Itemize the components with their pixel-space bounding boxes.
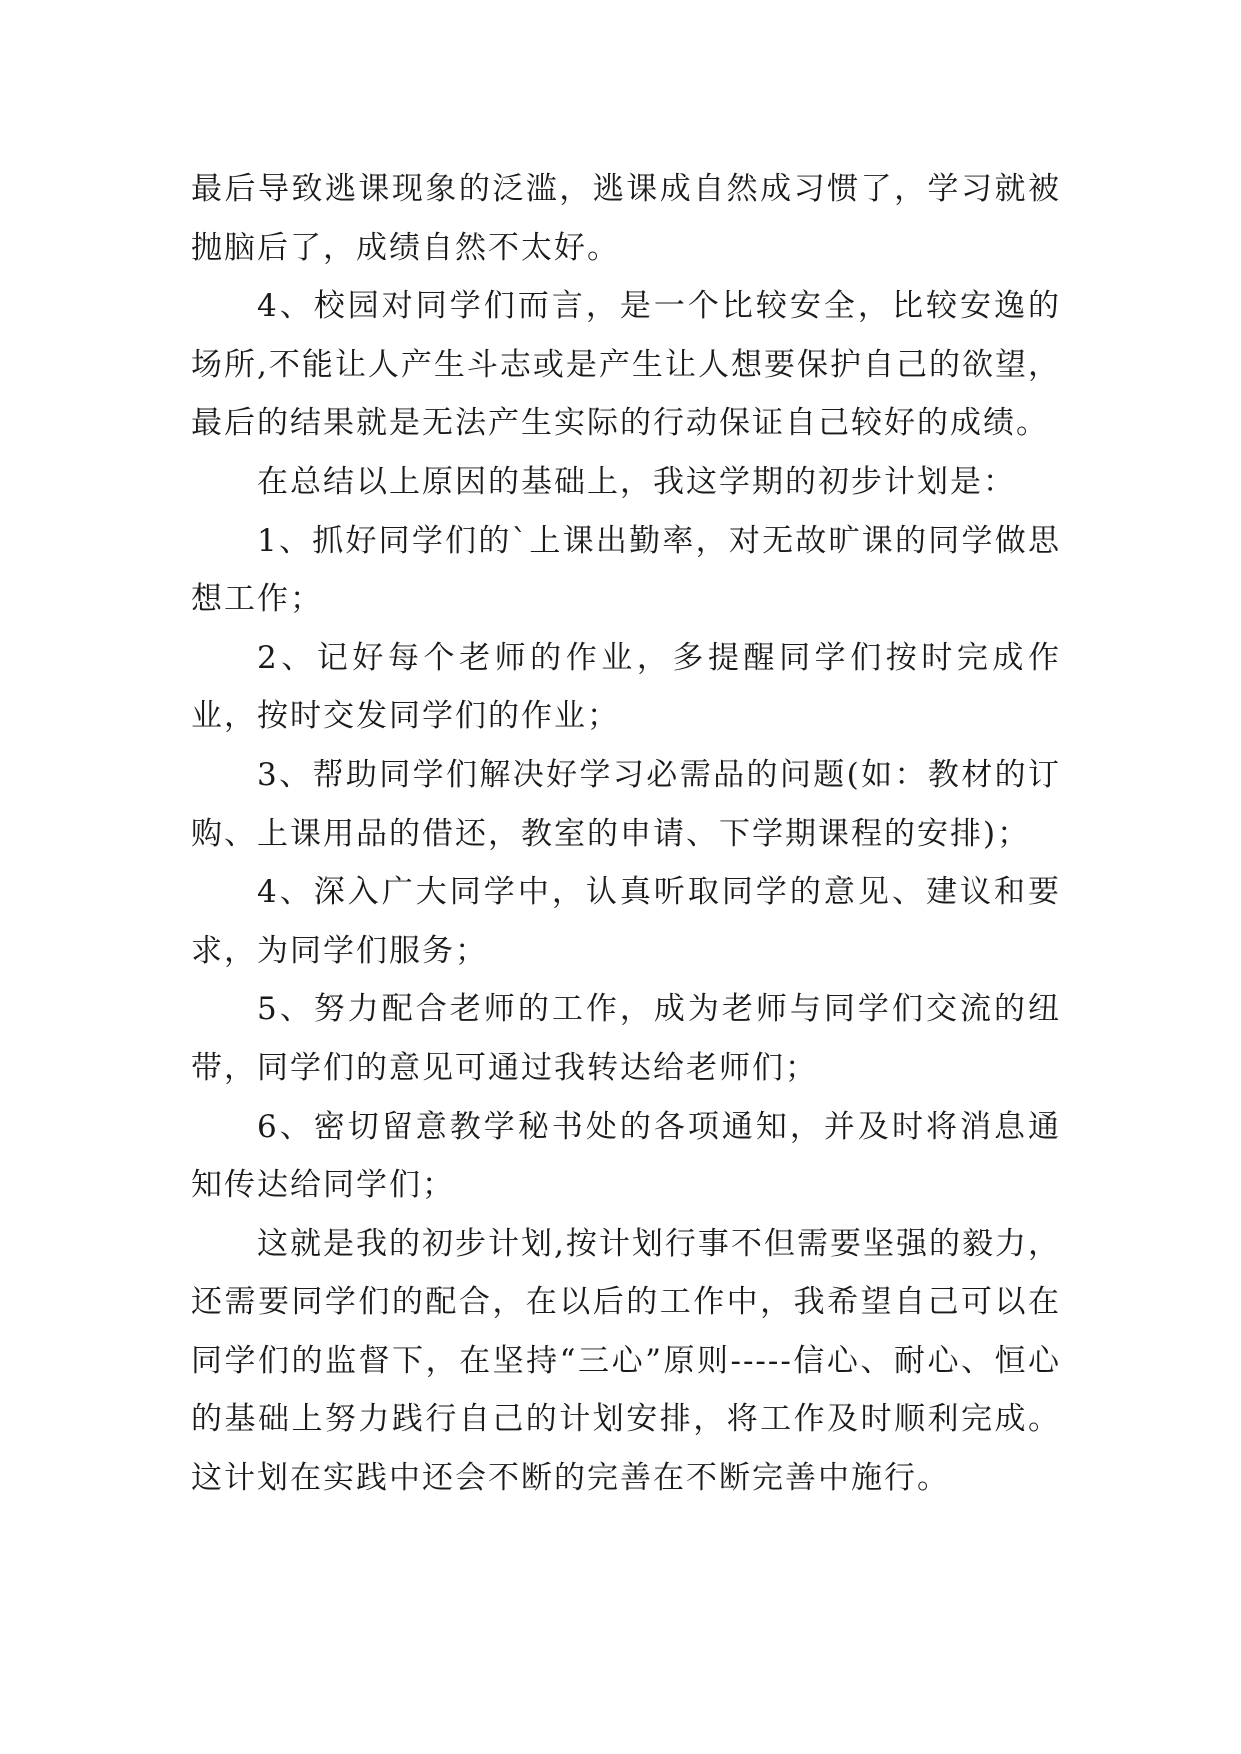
paragraph-plan-1: 1、抓好同学们的`上课出勤率，对无故旷课的同学做思想工作； bbox=[191, 522, 1061, 618]
paragraph-plan-5: 5、努力配合老师的工作，成为老师与同学们交流的纽带，同学们的意见可通过我转达给老师们； bbox=[191, 991, 1061, 1086]
paragraph-plan-3: 3、帮助同学们解决好学习必需品的问题(如：教材的订购、上课用品的借还，教室的申请、下学期课程的安排)； bbox=[191, 756, 1061, 852]
paragraph-conclusion: 这就是我的初步计划,按计划行事不但需要坚强的毅力，还需要同学们的配合，在以后的工作中，我希望自己可以在同学们的监督下，在坚持“三心”原则-----信心、耐心、恒心的基础上努力践行自己的计划安排，将工作及时顺利完成。这计划在实践中还会不断的完善在不断完善中施行。 bbox=[191, 1225, 1061, 1497]
paragraph-plan-intro: 在总结以上原因的基础上，我这学期的初步计划是： bbox=[257, 463, 1016, 500]
paragraph-plan-6: 6、密切留意教学秘书处的各项通知，并及时将消息通知传达给同学们； bbox=[191, 1108, 1061, 1204]
document-body bbox=[191, 160, 1061, 1508]
paragraph-continuation: 最后导致逃课现象的泛滥，逃课成自然成习惯了，学习就被抛脑后了，成绩自然不太好。 bbox=[191, 171, 1061, 266]
paragraph-plan-4: 4、深入广大同学中，认真听取同学的意见、建议和要求，为同学们服务； bbox=[191, 874, 1061, 969]
paragraph-reason-4: 4、校园对同学们而言，是一个比较安全，比较安逸的场所,不能让人产生斗志或是产生让人想要保护自己的欲望，最后的结果就是无法产生实际的行动保证自己较好的成绩。 bbox=[191, 288, 1061, 442]
paragraph-plan-2: 2、记好每个老师的作业，多提醒同学们按时完成作业，按时交发同学们的作业； bbox=[191, 639, 1061, 735]
